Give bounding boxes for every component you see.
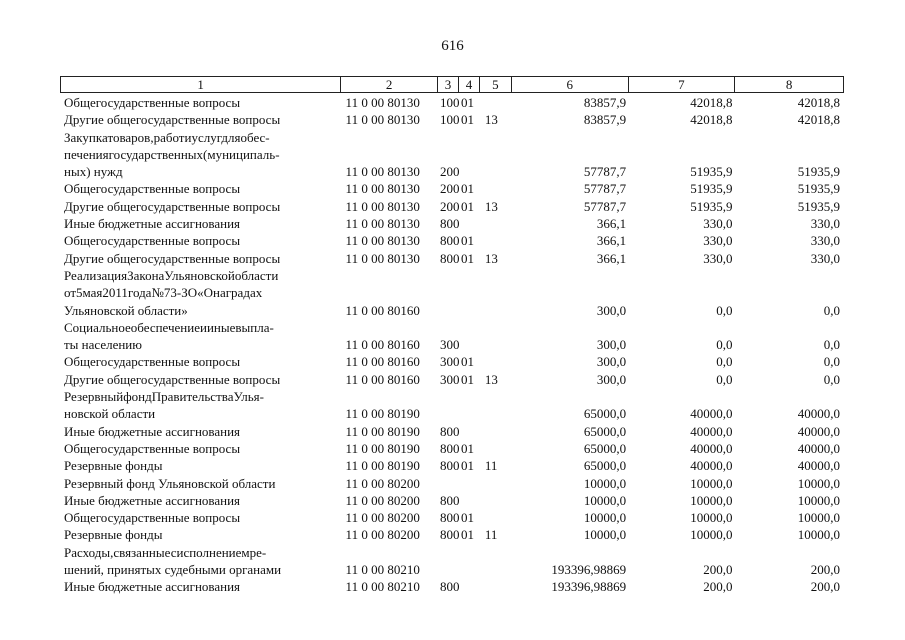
row-value-7: 40000,0 [690, 423, 733, 439]
table-row [64, 180, 844, 197]
row-name [64, 250, 344, 267]
table-row [64, 526, 844, 543]
row-value-8: 330,0 [810, 216, 840, 232]
table-row [64, 94, 844, 111]
table-header [60, 76, 844, 93]
row-code: 11 0 00 80190 [345, 458, 420, 474]
row-code: 11 0 00 80200 [345, 527, 420, 543]
row-name-line: Иные бюджетные ассигнования [64, 423, 241, 439]
row-value-7: 330,0 [703, 250, 733, 266]
table-row [64, 215, 844, 232]
row-name-line: Другие общегосударственные вопросы [64, 112, 281, 128]
row-section: 200 [440, 181, 460, 197]
row-value-6: 366,1 [596, 233, 627, 249]
table-row [64, 111, 844, 128]
row-name [64, 509, 344, 526]
table-row [64, 250, 844, 267]
row-name [64, 267, 344, 319]
row-value-8: 40000,0 [797, 440, 840, 456]
row-value-7: 40000,0 [690, 406, 733, 422]
row-value-6: 10000,0 [583, 475, 627, 491]
row-value-6: 83857,9 [583, 112, 627, 128]
row-value-7: 40000,0 [690, 440, 733, 456]
row-target: 11 [484, 527, 498, 543]
row-name [64, 129, 344, 181]
row-value-6: 193396,98869 [551, 562, 627, 578]
column-header-6: 6 [512, 77, 629, 92]
row-code: 11 0 00 80200 [345, 492, 420, 508]
table-row [64, 423, 844, 440]
column-header-7: 7 [629, 77, 736, 92]
row-value-6: 193396,98869 [551, 579, 627, 595]
row-value-7: 51935,9 [690, 198, 733, 214]
row-section: 800 [440, 233, 460, 249]
column-header-5: 5 [480, 77, 512, 92]
row-name [64, 457, 344, 474]
row-code: 11 0 00 80130 [345, 198, 420, 214]
row-value-6: 300,0 [596, 371, 627, 387]
row-section: 200 [440, 164, 460, 180]
row-section: 100 [440, 95, 460, 110]
row-code: 11 0 00 80190 [345, 406, 420, 422]
row-name-line: ных) нужд [64, 164, 123, 180]
row-code: 11 0 00 80130 [345, 181, 420, 197]
row-section: 800 [440, 423, 460, 439]
row-value-8: 51935,9 [797, 164, 840, 180]
table-row [64, 371, 844, 388]
row-section: 100 [440, 112, 460, 128]
row-value-8: 51935,9 [797, 198, 840, 214]
row-value-6: 366,1 [596, 250, 627, 266]
row-name [64, 526, 344, 543]
row-name-line: Резервные фонды [64, 458, 163, 474]
table-row [64, 440, 844, 457]
row-target: 11 [484, 458, 498, 474]
row-section: 300 [440, 337, 460, 353]
row-name-line: ты населению [64, 337, 142, 353]
column-header-2: 2 [341, 77, 438, 92]
row-name-line: от5мая2011года№73-ЗО«Онаградах [64, 285, 263, 301]
row-value-7: 10000,0 [690, 510, 733, 526]
row-section: 300 [440, 354, 460, 370]
row-name [64, 180, 344, 197]
row-value-8: 40000,0 [797, 458, 840, 474]
column-header-3: 3 [438, 77, 459, 92]
row-value-7: 51935,9 [690, 164, 733, 180]
row-name [64, 111, 344, 128]
row-value-6: 57787,7 [583, 198, 627, 214]
column-header-8: 8 [785, 77, 793, 92]
row-subsection: 01 [460, 181, 474, 197]
row-name-line: РезервныйфондПравительстваУлья- [64, 389, 264, 405]
row-value-6: 65000,0 [583, 440, 627, 456]
row-value-8: 0,0 [823, 302, 840, 318]
row-target: 13 [484, 250, 498, 266]
row-value-7: 10000,0 [690, 475, 733, 491]
budget-table [64, 94, 844, 596]
row-value-6: 300,0 [596, 302, 627, 318]
row-value-6: 83857,9 [583, 95, 627, 110]
row-value-7: 10000,0 [690, 527, 733, 543]
row-name-line: Резервные фонды [64, 527, 163, 543]
row-value-8: 51935,9 [797, 181, 840, 197]
table-row [64, 232, 844, 249]
row-name [64, 475, 344, 492]
row-value-6: 65000,0 [583, 458, 627, 474]
row-target: 13 [484, 198, 498, 214]
table-row [64, 544, 844, 579]
row-code: 11 0 00 80160 [345, 337, 420, 353]
row-value-8: 10000,0 [797, 492, 840, 508]
row-subsection: 01 [460, 95, 474, 110]
page-number: 616 [441, 38, 464, 54]
table-row [64, 457, 844, 474]
table-row [64, 388, 844, 423]
row-value-6: 57787,7 [583, 164, 627, 180]
row-value-6: 10000,0 [583, 527, 627, 543]
row-name [64, 371, 344, 388]
row-name-line: шений, принятых судебными органами [64, 562, 282, 578]
row-code: 11 0 00 80130 [345, 233, 420, 249]
row-value-7: 0,0 [716, 337, 733, 353]
table-row [64, 492, 844, 509]
row-subsection: 01 [460, 233, 474, 249]
row-name-line: Иные бюджетные ассигнования [64, 579, 241, 595]
column-header-1: 1 [61, 77, 341, 92]
row-value-6: 65000,0 [583, 406, 627, 422]
table-row [64, 475, 844, 492]
row-value-7: 0,0 [716, 371, 733, 387]
row-name [64, 492, 344, 509]
row-value-6: 57787,7 [583, 181, 627, 197]
row-value-8: 40000,0 [797, 406, 840, 422]
row-value-8: 42018,8 [797, 112, 840, 128]
row-target: 13 [484, 371, 498, 387]
row-value-8: 10000,0 [797, 527, 840, 543]
row-name-line: РеализацияЗаконаУльяновскойобласти [64, 267, 279, 283]
row-code: 11 0 00 80160 [345, 371, 420, 387]
row-name-line: Общегосударственные вопросы [64, 181, 241, 197]
row-value-7: 0,0 [716, 354, 733, 370]
row-name-line: Иные бюджетные ассигнования [64, 216, 241, 232]
row-code: 11 0 00 80210 [345, 562, 420, 578]
row-value-6: 300,0 [596, 337, 627, 353]
row-code: 11 0 00 80210 [345, 579, 420, 595]
row-value-7: 0,0 [716, 302, 733, 318]
row-code: 11 0 00 80200 [345, 475, 420, 491]
table-row [64, 198, 844, 215]
row-value-8: 330,0 [810, 250, 840, 266]
row-code: 11 0 00 80160 [345, 302, 420, 318]
row-name [64, 353, 344, 370]
row-name-line: Общегосударственные вопросы [64, 95, 241, 110]
row-section: 800 [440, 510, 460, 526]
row-name [64, 232, 344, 249]
row-value-7: 42018,8 [690, 112, 733, 128]
row-value-7: 40000,0 [690, 458, 733, 474]
row-value-8: 330,0 [810, 233, 840, 249]
row-code: 11 0 00 80160 [345, 354, 420, 370]
row-value-7: 330,0 [703, 216, 733, 232]
row-value-7: 10000,0 [690, 492, 733, 508]
row-subsection: 01 [460, 510, 474, 526]
row-value-8: 10000,0 [797, 475, 840, 491]
row-name-line: Общегосударственные вопросы [64, 510, 241, 526]
table-row [64, 319, 844, 354]
row-code: 11 0 00 80200 [345, 510, 420, 526]
row-name-line: Резервный фонд Ульяновской области [64, 475, 276, 491]
row-name-line: Расходы,связанныесисполнениемре- [64, 544, 267, 560]
row-section: 800 [440, 458, 460, 474]
row-name [64, 544, 344, 579]
row-name-line: печениягосударственных(муниципаль- [64, 146, 280, 162]
table-row [64, 578, 844, 595]
row-subsection: 01 [460, 354, 474, 370]
row-subsection: 01 [460, 371, 474, 387]
row-name [64, 388, 344, 423]
table-row [64, 267, 844, 319]
row-subsection: 01 [460, 440, 474, 456]
row-name-line: Закупкатоваров,работиуслугдляобес- [64, 129, 270, 145]
row-section: 200 [440, 198, 460, 214]
row-value-8: 0,0 [823, 337, 840, 353]
row-value-6: 10000,0 [583, 510, 627, 526]
row-value-7: 330,0 [703, 233, 733, 249]
row-name [64, 423, 344, 440]
row-subsection: 01 [460, 527, 474, 543]
row-value-7: 42018,8 [690, 95, 733, 110]
row-target: 13 [484, 112, 498, 128]
row-code: 11 0 00 80130 [345, 216, 420, 232]
row-name [64, 440, 344, 457]
row-value-8: 10000,0 [797, 510, 840, 526]
row-value-7: 200,0 [703, 579, 733, 595]
table-row [64, 129, 844, 181]
row-value-8: 0,0 [823, 354, 840, 370]
row-name-line: Общегосударственные вопросы [64, 354, 241, 370]
row-name [64, 578, 344, 595]
row-subsection: 01 [460, 458, 474, 474]
row-value-6: 65000,0 [583, 423, 627, 439]
row-section: 800 [440, 440, 460, 456]
row-name-line: Общегосударственные вопросы [64, 233, 241, 249]
row-name-line: Социальноеобеспечениеииныевыпла- [64, 319, 274, 335]
row-value-8: 200,0 [810, 562, 840, 578]
row-subsection: 01 [460, 112, 474, 128]
row-code: 11 0 00 80130 [345, 250, 420, 266]
row-name-line: Ульяновской области» [64, 302, 188, 318]
row-value-8: 200,0 [810, 579, 840, 595]
row-code: 11 0 00 80190 [345, 440, 420, 456]
row-name-line: Другие общегосударственные вопросы [64, 198, 281, 214]
row-name-line: Другие общегосударственные вопросы [64, 371, 281, 387]
row-value-8: 42018,8 [797, 95, 840, 110]
row-value-6: 10000,0 [583, 492, 627, 508]
row-value-7: 200,0 [703, 562, 733, 578]
row-name-line: новской области [64, 406, 156, 422]
row-name [64, 319, 344, 354]
row-name [64, 94, 344, 111]
row-name-line: Общегосударственные вопросы [64, 440, 241, 456]
row-subsection: 01 [460, 198, 474, 214]
row-name-line: Иные бюджетные ассигнования [64, 492, 241, 508]
row-code: 11 0 00 80190 [345, 423, 420, 439]
row-code: 11 0 00 80130 [345, 95, 420, 110]
row-section: 800 [440, 216, 460, 232]
row-section: 300 [440, 371, 460, 387]
table-row [64, 509, 844, 526]
row-name-line: Другие общегосударственные вопросы [64, 250, 281, 266]
row-section: 800 [440, 527, 460, 543]
row-subsection: 01 [460, 250, 474, 266]
row-value-8: 40000,0 [797, 423, 840, 439]
row-code: 11 0 00 80130 [345, 164, 420, 180]
row-name [64, 215, 344, 232]
row-value-6: 366,1 [596, 216, 627, 232]
row-name [64, 198, 344, 215]
row-value-8: 0,0 [823, 371, 840, 387]
table-row [64, 353, 844, 370]
column-header-4: 4 [459, 77, 480, 92]
row-value-7: 51935,9 [690, 181, 733, 197]
row-value-6: 300,0 [596, 354, 627, 370]
row-code: 11 0 00 80130 [345, 112, 420, 128]
row-section: 800 [440, 250, 460, 266]
row-section: 800 [440, 492, 460, 508]
row-section: 800 [440, 579, 460, 595]
